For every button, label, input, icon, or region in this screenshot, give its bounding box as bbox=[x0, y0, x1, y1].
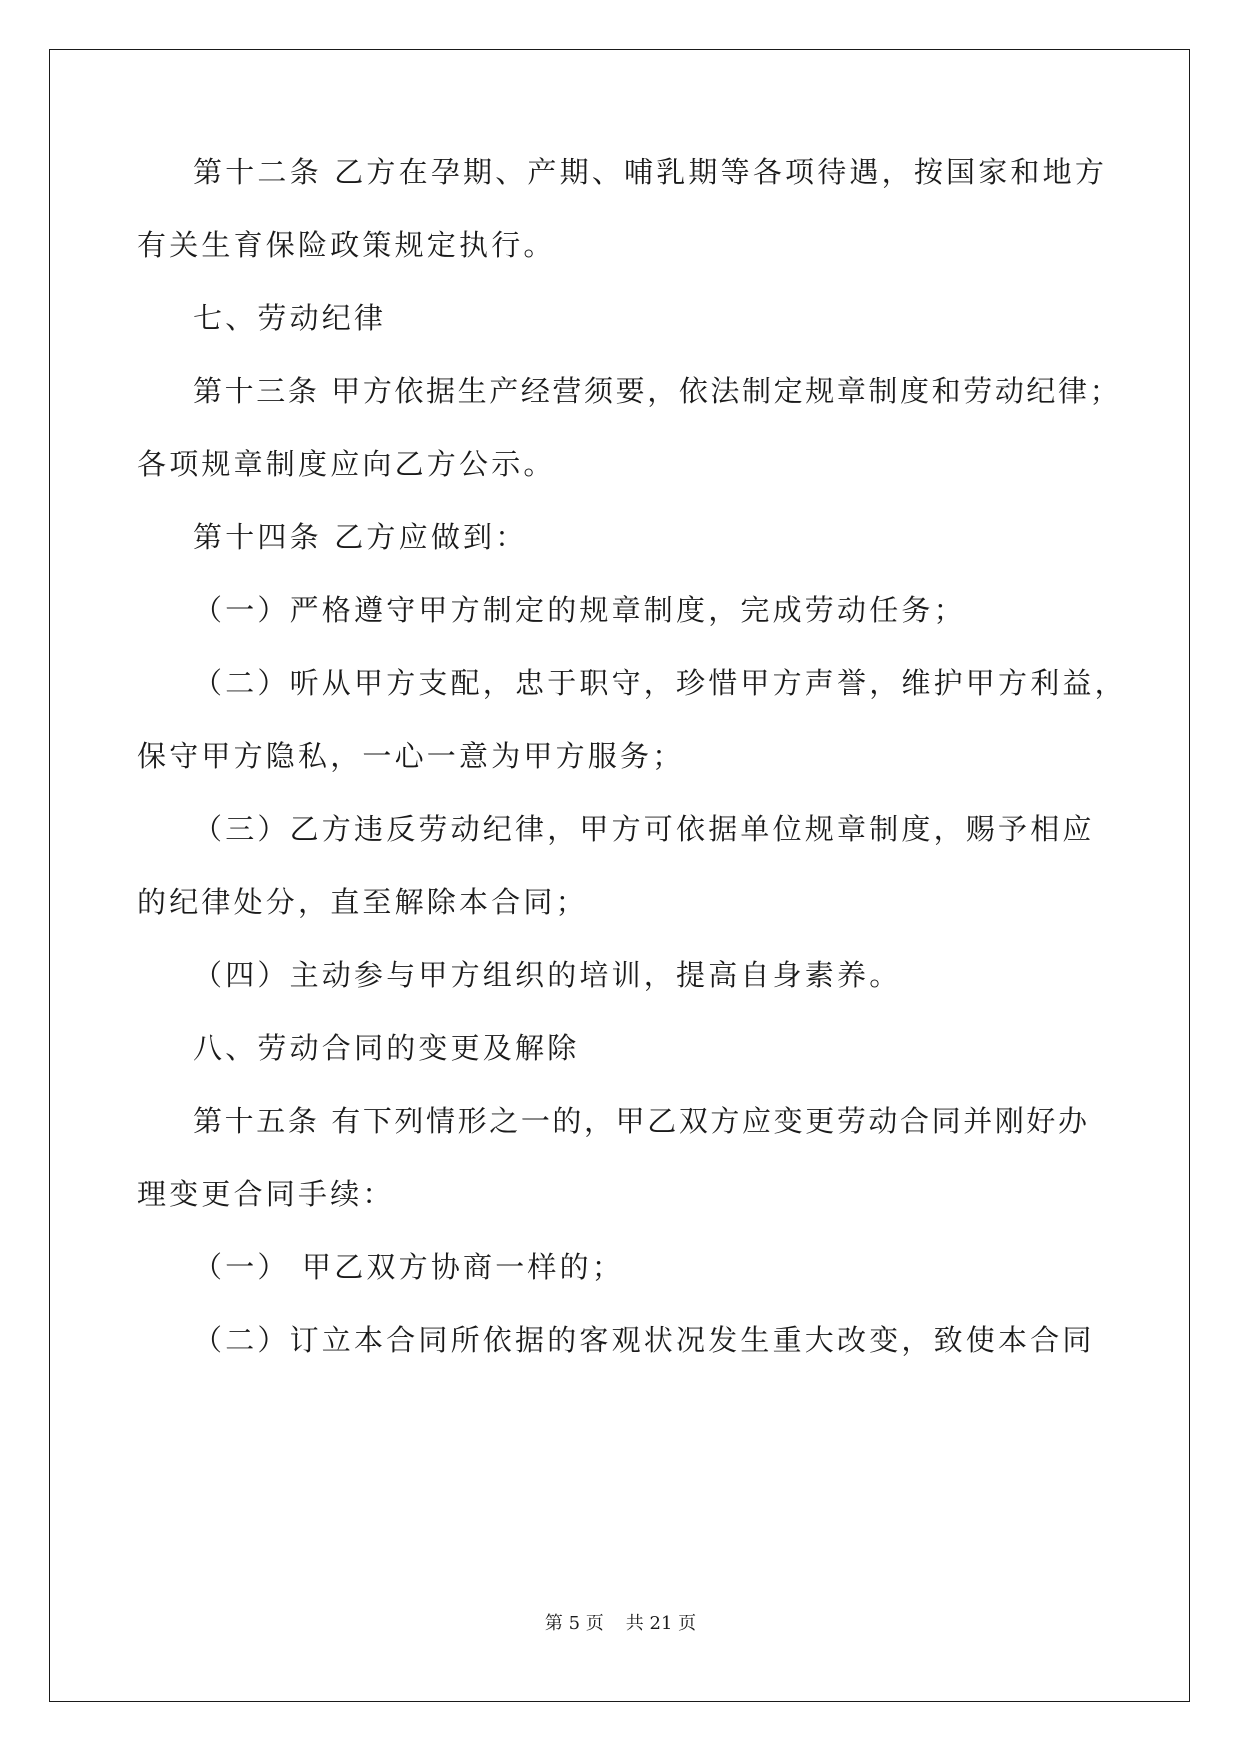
paragraph-line: 第十五条 有下列情形之一的，甲乙双方应变更劳动合同并刚好办 bbox=[193, 1104, 1090, 1138]
list-item: （一） 甲乙双方协商一样的； bbox=[193, 1250, 625, 1284]
section-heading: 八、劳动合同的变更及解除 bbox=[193, 1031, 580, 1065]
list-item: （二）听从甲方支配，忠于职守，珍惜甲方声誉，维护甲方利益， bbox=[193, 666, 1127, 700]
paragraph-line: 保守甲方隐私，一心一意为甲方服务； bbox=[137, 739, 685, 773]
page-total: 共 21 页 bbox=[625, 1613, 697, 1634]
paragraph-line: 有关生育保险政策规定执行。 bbox=[137, 228, 556, 262]
paragraph-line: 第十二条 乙方在孕期、产期、哺乳期等各项待遇，按国家和地方 bbox=[193, 155, 1108, 189]
section-heading: 七、劳动纪律 bbox=[193, 301, 387, 335]
paragraph-line: 理变更合同手续： bbox=[137, 1177, 395, 1211]
paragraph-line: 第十三条 甲方依据生产经营须要，依法制定规章制度和劳动纪律； bbox=[193, 374, 1122, 408]
paragraph-line: 各项规章制度应向乙方公示。 bbox=[137, 447, 556, 481]
page-footer bbox=[0, 1612, 1241, 1636]
paragraph-line: 的纪律处分，直至解除本合同； bbox=[137, 885, 588, 919]
page-border bbox=[49, 49, 1190, 1702]
list-item: （一）严格遵守甲方制定的规章制度，完成劳动任务； bbox=[193, 593, 966, 627]
list-item: （四）主动参与甲方组织的培训，提高自身素养。 bbox=[193, 958, 902, 992]
page-number: 第 5 页 bbox=[544, 1613, 604, 1634]
paragraph-line: 第十四条 乙方应做到： bbox=[193, 520, 528, 554]
list-item: （三）乙方违反劳动纪律，甲方可依据单位规章制度，赐予相应 bbox=[193, 812, 1095, 846]
list-item: （二）订立本合同所依据的客观状况发生重大改变，致使本合同 bbox=[193, 1323, 1095, 1357]
